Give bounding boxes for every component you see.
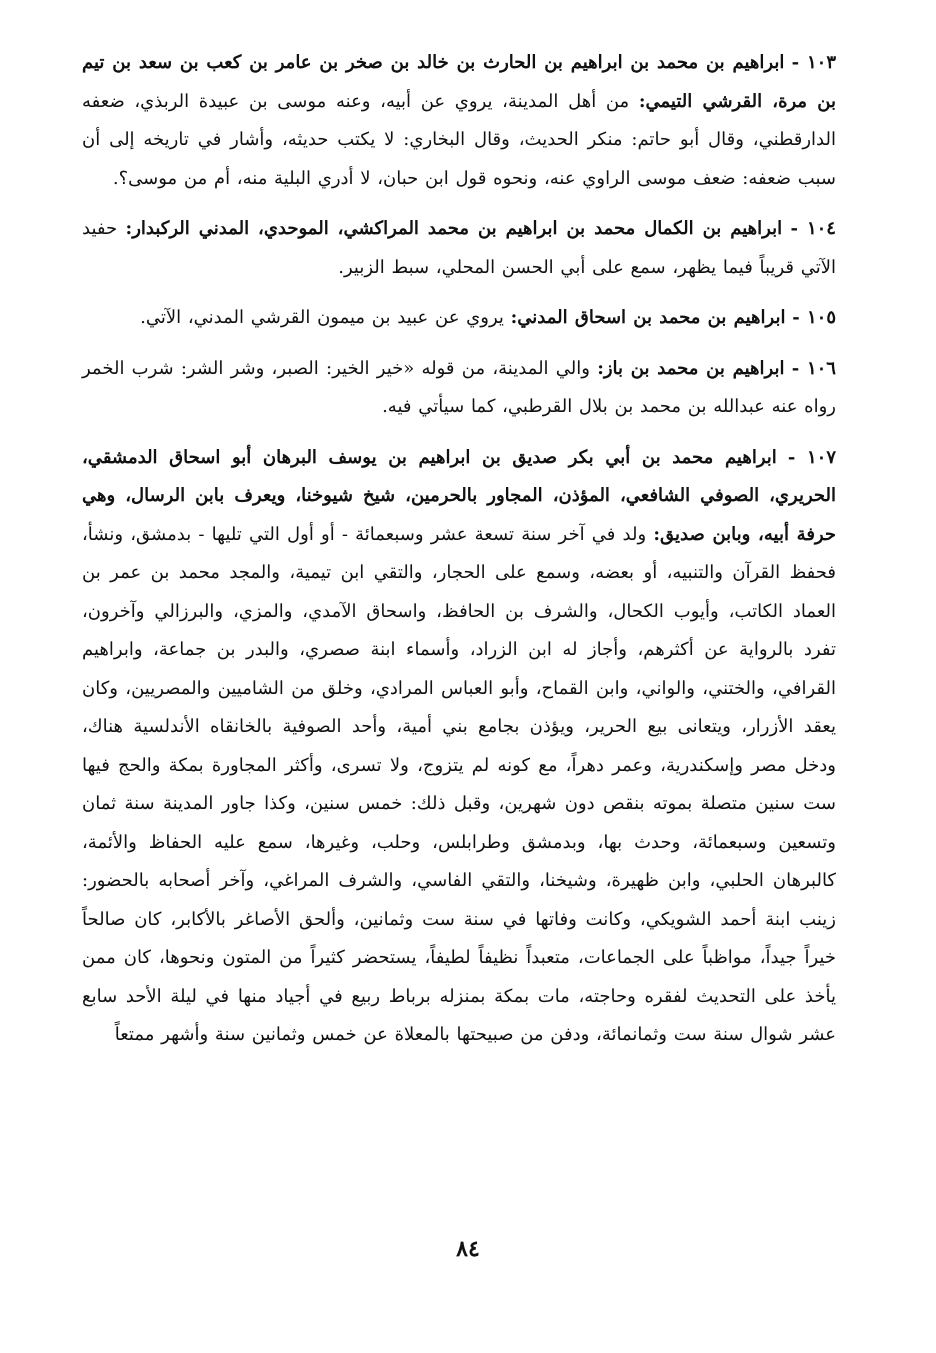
entry-104 xyxy=(82,210,836,287)
entry-number: ١٠٤ - xyxy=(790,218,836,239)
entry-number: ١٠٦ - xyxy=(791,357,836,379)
entry-number: ١٠٧ - xyxy=(787,446,837,468)
entry-name: ابراهيم محمد بن أبي بكر صديق بن ابراهيم بن يوسف البرهان أبو اسحاق الدمشقي، الحريري، الصوفي الشافعي، المؤذن، المجاور بالحرمين، شيخ شيوخنا، ويعرف بابن الرسال، وهي حرفة أبيه، وبابن صديق: xyxy=(82,446,836,545)
entry-107 xyxy=(82,439,836,1055)
entry-name: ابراهيم بن الكمال محمد بن ابراهيم بن محمد المراكشي، الموحدي، المدني الركبدار: xyxy=(125,218,783,239)
entry-number: ١٠٥ - xyxy=(792,307,836,328)
entry-name: ابراهيم بن محمد بن ابراهيم بن الحارث بن خالد بن صخر بن عامر بن كعب بن سعد بن تيم بن مرة، القرشي التيمي: xyxy=(82,52,836,112)
entry-106 xyxy=(82,350,836,427)
entry-text: يروي عن عبيد بن ميمون القرشي المدني، الآتي. xyxy=(140,307,504,328)
entry-105 xyxy=(82,299,836,338)
entry-name: ابراهيم بن محمد بن اسحاق المدني: xyxy=(510,307,786,328)
entry-text: حفيد الآتي قريباً فيما يظهر، سمع على أبي الحسن المحلي، سبط الزبير. xyxy=(82,218,836,278)
entry-number: ١٠٣ - xyxy=(791,52,837,73)
page-body xyxy=(82,44,836,1067)
entry-text: من أهل المدينة، يروي عن أبيه، وعنه موسى بن عبيدة الربذي، ضعفه الدارقطني، وقال أبو حاتم: منكر الحديث، وقال البخاري: لا يكتب حديثه، وأشار في تاريخه إلى أن سبب ضعفه: ضعف موسى الراوي عنه، ونحوه قول ابن حبان، لا أدري البلية منه، أم من موسى؟. xyxy=(82,90,836,189)
entry-name: ابراهيم بن محمد بن باز: xyxy=(597,357,785,379)
entry-text: ولد في آخر سنة تسعة عشر وسبعمائة - أو أول التي تليها - بدمشق، ونشأ، فحفظ القرآن والتنبيه، أو بعضه، وسمع على الحجار، والتقي ابن تيمية، والمجد محمد بن عمر بن العماد الكاتب، وأيوب الكحال، والشرف بن الحافظ، واسحاق الآمدي، والمزي، والبرزالي وآخرون، تفرد بالرواية عن أكثرهم، وأجاز له ابن الزراد، وأسماء ابنة صصري، والبدر بن جماعة، وابراهيم القرافي، والختني، والواني، وابن القماح، وأبو العباس المرادي، وخلق من الشاميين والمصريين، وكان يعقد الأزرار، ويتعانى بيع الحرير، ويؤذن بجامع بني أمية، وأحد الصوفية بالخانقاه الأندلسية هناك، ودخل مصر وإسكندرية، وعمر دهراً، مع كونه لم يتزوج، ولا تسرى، وأكثر المجاورة بمكة والحج فيها ست سنين متصلة بموته بنقص دون شهرين، وقبل ذلك: خمس سنين، وكذا جاور المدينة سنة ثمان وتسعين وسبعمائة، وحدث بها، وبدمشق وطرابلس، وحلب، وغيرها، سمع عليه الحفاظ والأئمة، كالبرهان الحلبي، وابن ظهيرة، وشيخنا، والتقي الفاسي، والشرف المراغي، وآخر أصحابه بالحضور: زينب ابنة أحمد الشويكي، وكانت وفاتها في سنة ست وثمانين، وألحق الأصاغر بالأكابر، كان صالحاً خيراً جيداً، مواظباً على الجماعات، متعبداً نظيفاً لطيفاً، يستحضر كثيراً من المتون ونحوها، كان ممن يأخذ على التحديث لفقره وحاجته، مات بمكة بمنزله برباط ربيع في أجياد منها في ليلة الأحد سابع عشر شوال سنة ست وثمانمائة، ودفن من صبيحتها بالمعلاة عن خمس وثمانين سنة وأشهر ممتعاً xyxy=(82,523,836,1045)
entry-103 xyxy=(82,44,836,198)
page-number: ٨٤ xyxy=(456,1236,480,1262)
entry-text: والي المدينة، من قوله «خير الخير: الصبر، وشر الشر: شرب الخمر رواه عنه عبدالله بن محمد بن بلال القرطبي، كما سيأتي فيه. xyxy=(82,357,836,417)
